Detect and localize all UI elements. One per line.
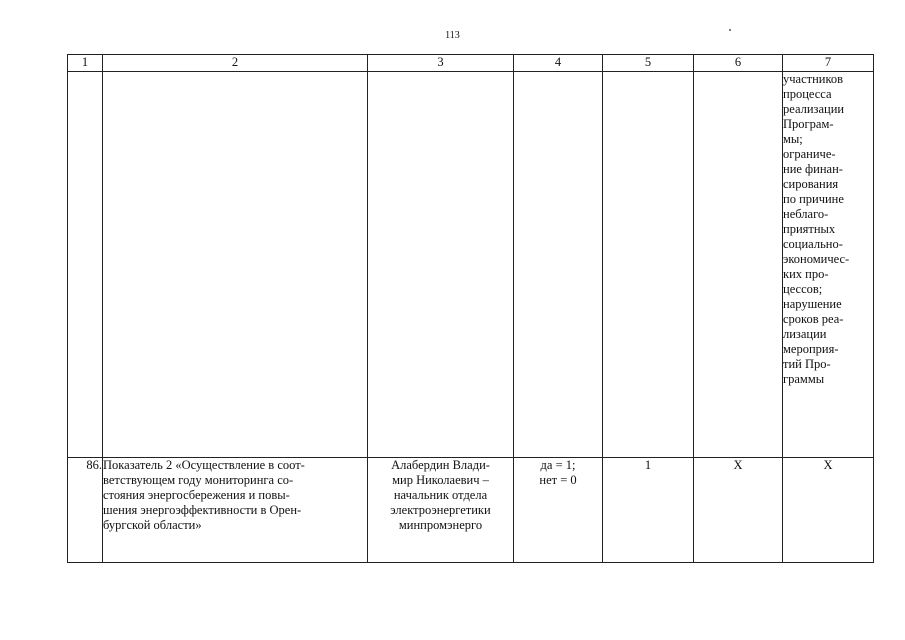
text-line: тий Про- bbox=[783, 357, 831, 371]
text-line: стояния энергосбережения и повы- bbox=[103, 488, 290, 502]
text-line: электроэнергетики bbox=[390, 503, 491, 517]
text-line: процесса bbox=[783, 87, 832, 101]
text-line: минпромэнерго bbox=[398, 518, 483, 532]
header-col-4: 4 bbox=[514, 55, 603, 72]
header-col-1: 1 bbox=[68, 55, 103, 72]
text-line: социально- bbox=[783, 237, 843, 251]
cell-empty bbox=[103, 72, 368, 458]
text-line: бургской области» bbox=[103, 518, 202, 532]
text-line: граммы bbox=[783, 372, 825, 386]
header-col-6: 6 bbox=[694, 55, 783, 72]
text-line: сирования bbox=[783, 177, 839, 191]
text-line: да = 1; bbox=[540, 458, 576, 472]
unit-cell bbox=[514, 458, 603, 563]
text-line: лизации bbox=[783, 327, 827, 341]
table-row-continuation bbox=[68, 72, 874, 458]
text-line: нет = 0 bbox=[539, 473, 577, 487]
text-line: мероприя- bbox=[783, 342, 839, 356]
text-line: мир Николаевич – bbox=[392, 473, 489, 487]
cell-empty bbox=[368, 72, 514, 458]
cell-empty bbox=[603, 72, 694, 458]
text-line: ние финан- bbox=[783, 162, 843, 176]
text-line: неблаго- bbox=[783, 207, 829, 221]
row-number: 86. bbox=[68, 458, 103, 563]
cell-empty bbox=[68, 72, 103, 458]
header-col-3: 3 bbox=[368, 55, 514, 72]
header-col-7: 7 bbox=[783, 55, 874, 72]
text-line: нарушение bbox=[783, 297, 842, 311]
text-line: ограниче- bbox=[783, 147, 836, 161]
indicator-name-cell bbox=[103, 458, 368, 563]
text-line: начальник отдела bbox=[393, 488, 488, 502]
text-line: мы; bbox=[783, 132, 803, 146]
cell-empty bbox=[694, 72, 783, 458]
text-line: Алабердин Влади- bbox=[391, 458, 490, 472]
text-line: шения энергоэффективности в Орен- bbox=[103, 503, 302, 517]
responsible-person-cell bbox=[368, 458, 514, 563]
header-row bbox=[68, 55, 874, 72]
text-line: Програм- bbox=[783, 117, 834, 131]
col6-value: Х bbox=[694, 458, 783, 563]
text-line: экономичес- bbox=[783, 252, 850, 266]
text-line: участников bbox=[783, 72, 844, 86]
risk-factors-cell bbox=[783, 72, 874, 458]
table-row-86 bbox=[68, 458, 874, 563]
header-col-5: 5 bbox=[603, 55, 694, 72]
indicator-table bbox=[67, 54, 874, 563]
scan-speck bbox=[729, 29, 731, 31]
header-col-2: 2 bbox=[103, 55, 368, 72]
text-line: по причине bbox=[783, 192, 844, 206]
text-line: ветствующем году мониторинга со- bbox=[103, 473, 294, 487]
page-number: 113 bbox=[445, 30, 460, 41]
col7-value: Х bbox=[783, 458, 874, 563]
col5-value: 1 bbox=[603, 458, 694, 563]
text-line: цессов; bbox=[783, 282, 823, 296]
text-line: реализации bbox=[783, 102, 845, 116]
text-line: приятных bbox=[783, 222, 836, 236]
text-line: сроков реа- bbox=[783, 312, 844, 326]
cell-empty bbox=[514, 72, 603, 458]
text-line: Показатель 2 «Осуществление в соот- bbox=[103, 458, 305, 472]
text-line: ких про- bbox=[783, 267, 829, 281]
